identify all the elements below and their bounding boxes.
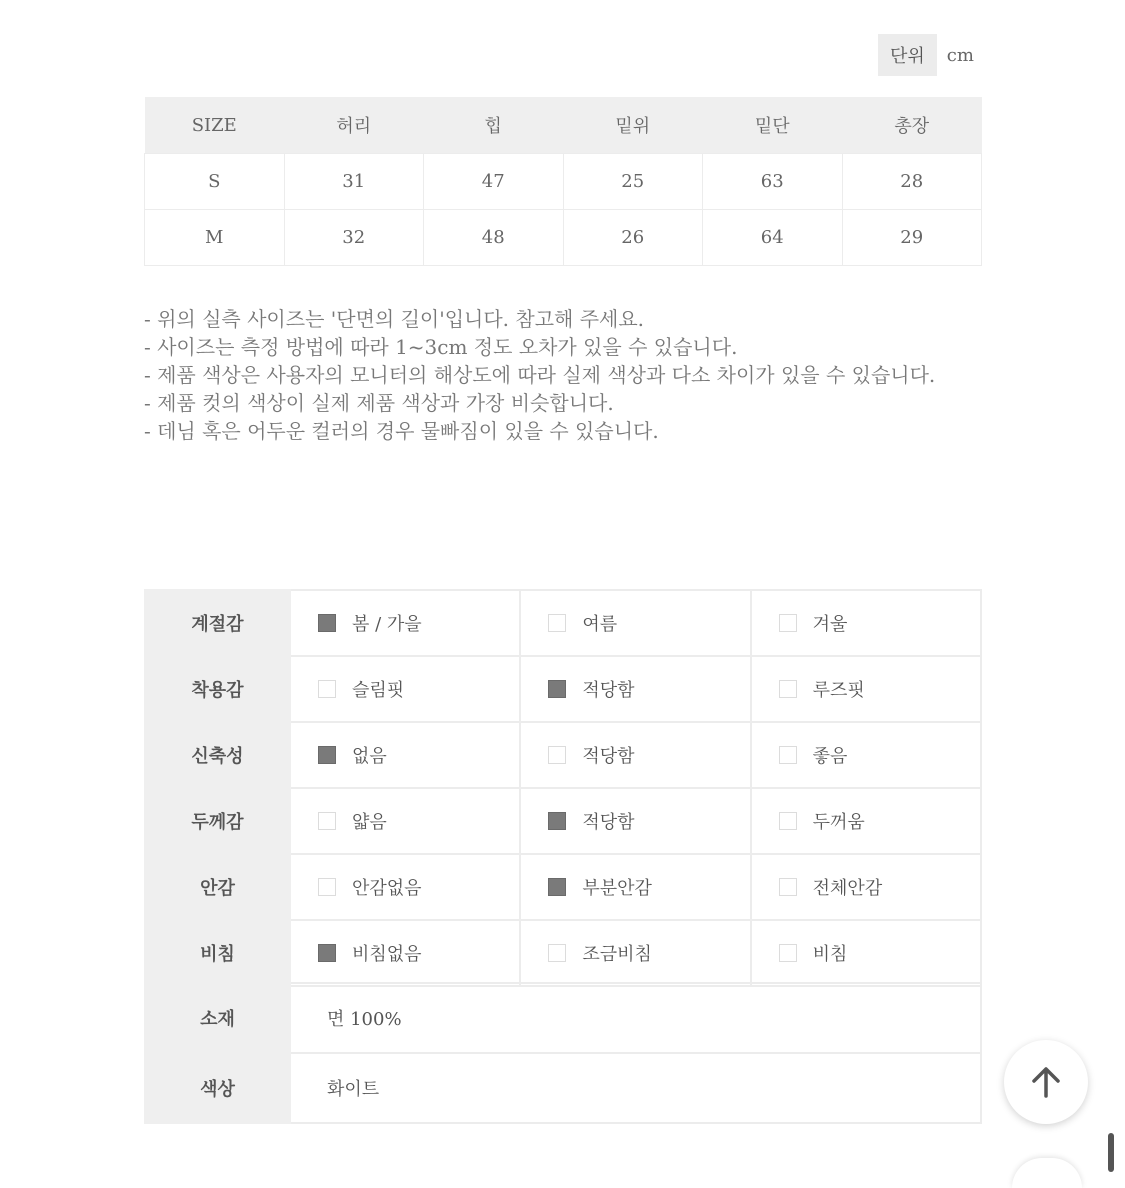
checked-box-icon xyxy=(318,614,336,632)
note-line: - 사이즈는 측정 방법에 따라 1~3cm 정도 오차가 있을 수 있습니다. xyxy=(144,335,738,359)
attribute-option-cell xyxy=(290,590,520,656)
note-line: - 제품 컷의 색상이 실제 제품 색상과 가장 비슷합니다. xyxy=(144,391,614,415)
attribute-option xyxy=(753,610,979,636)
attribute-option xyxy=(753,940,979,966)
option-label: 적당함 xyxy=(582,812,635,833)
option-label: 없음 xyxy=(352,746,387,767)
attribute-option xyxy=(522,940,748,966)
hip-header: 힙 xyxy=(424,97,564,154)
table-row xyxy=(145,1053,981,1123)
unchecked-box-icon xyxy=(548,746,566,764)
unchecked-box-icon xyxy=(548,614,566,632)
size-notes xyxy=(144,305,979,445)
arrow-up-icon xyxy=(1026,1062,1066,1102)
color-label: 색상 xyxy=(145,1053,290,1123)
attribute-option xyxy=(522,808,748,834)
table-cell: 26 xyxy=(563,210,703,266)
material-table xyxy=(144,982,982,1124)
table-row xyxy=(145,788,981,854)
table-row xyxy=(145,854,981,920)
unchecked-box-icon xyxy=(779,812,797,830)
attribute-option-cell xyxy=(520,920,750,986)
option-label: 부분안감 xyxy=(582,878,652,899)
floating-button-partial[interactable] xyxy=(1012,1158,1082,1188)
attribute-option-cell xyxy=(520,788,750,854)
unchecked-box-icon xyxy=(779,614,797,632)
attribute-option xyxy=(292,610,518,636)
unchecked-box-icon xyxy=(779,878,797,896)
option-label: 전체안감 xyxy=(812,878,883,899)
note-line: - 제품 색상은 사용자의 모니터의 해상도에 따라 실제 색상과 다소 차이가 있을 수 있습니다. xyxy=(144,363,936,387)
attribute-option-cell xyxy=(290,656,520,722)
table-cell: M xyxy=(145,210,285,266)
attribute-option-cell xyxy=(751,920,981,986)
option-label: 얇음 xyxy=(352,812,387,833)
attribute-option xyxy=(522,676,748,702)
rise-header: 밑위 xyxy=(563,97,703,154)
unchecked-box-icon xyxy=(318,878,336,896)
checked-box-icon xyxy=(548,680,566,698)
attribute-option xyxy=(753,676,979,702)
unchecked-box-icon xyxy=(779,680,797,698)
option-label: 적당함 xyxy=(582,746,635,767)
table-row xyxy=(145,656,981,722)
attribute-label: 착용감 xyxy=(145,656,290,722)
table-row xyxy=(145,154,982,210)
unchecked-box-icon xyxy=(548,944,566,962)
attribute-option xyxy=(292,808,518,834)
size-table xyxy=(144,97,982,266)
attribute-option-cell xyxy=(751,722,981,788)
table-cell: 48 xyxy=(424,210,564,266)
attribute-option-cell xyxy=(290,722,520,788)
option-label: 비침없음 xyxy=(352,944,422,965)
attribute-label: 안감 xyxy=(145,854,290,920)
attribute-option-cell xyxy=(290,788,520,854)
attribute-label: 계절감 xyxy=(145,590,290,656)
length-header: 총장 xyxy=(842,97,982,154)
option-label: 좋음 xyxy=(812,746,848,767)
option-label: 봄 / 가을 xyxy=(352,614,422,635)
table-row xyxy=(145,210,982,266)
attribute-option-cell xyxy=(520,722,750,788)
attribute-option-cell xyxy=(751,788,981,854)
material-label: 소재 xyxy=(145,983,290,1053)
table-row xyxy=(145,920,981,986)
attribute-option-cell xyxy=(290,920,520,986)
scroll-top-button[interactable] xyxy=(1004,1040,1088,1124)
option-label: 두꺼움 xyxy=(812,812,865,833)
attribute-option xyxy=(292,676,518,702)
attribute-option-cell xyxy=(520,590,750,656)
attribute-label: 두께감 xyxy=(145,788,290,854)
unit-indicator xyxy=(878,34,974,76)
waist-header: 허리 xyxy=(284,97,424,154)
attributes-table xyxy=(144,589,982,987)
attribute-option xyxy=(753,874,979,900)
checked-box-icon xyxy=(548,812,566,830)
attribute-option xyxy=(522,742,748,768)
attribute-option-cell xyxy=(751,854,981,920)
table-cell: 63 xyxy=(703,154,843,210)
attribute-option-cell xyxy=(751,656,981,722)
color-value: 화이트 xyxy=(290,1053,981,1123)
unchecked-box-icon xyxy=(779,944,797,962)
attribute-option xyxy=(753,808,979,834)
table-row xyxy=(145,722,981,788)
scrollbar[interactable] xyxy=(1108,1133,1114,1172)
option-label: 겨울 xyxy=(812,614,848,635)
size-table-header-row xyxy=(145,97,982,154)
table-cell: 31 xyxy=(284,154,424,210)
attribute-option-cell xyxy=(520,656,750,722)
table-cell: 32 xyxy=(284,210,424,266)
hem-header: 밑단 xyxy=(703,97,843,154)
note-line: - 위의 실측 사이즈는 '단면의 길이'입니다. 참고해 주세요. xyxy=(144,307,645,331)
attribute-option xyxy=(292,940,518,966)
note-line: - 데님 혹은 어두운 컬러의 경우 물빠짐이 있을 수 있습니다. xyxy=(144,419,659,443)
attribute-option xyxy=(522,610,748,636)
option-label: 여름 xyxy=(582,614,618,635)
checked-box-icon xyxy=(318,944,336,962)
attribute-option-cell xyxy=(520,854,750,920)
unchecked-box-icon xyxy=(318,680,336,698)
unit-label: 단위 xyxy=(878,34,937,76)
table-row xyxy=(145,983,981,1053)
table-row xyxy=(145,590,981,656)
option-label: 적당함 xyxy=(582,680,635,701)
attribute-option-cell xyxy=(290,854,520,920)
attribute-label: 신축성 xyxy=(145,722,290,788)
size-header: SIZE xyxy=(145,97,285,154)
checked-box-icon xyxy=(548,878,566,896)
option-label: 안감없음 xyxy=(352,878,422,899)
table-cell: 25 xyxy=(563,154,703,210)
option-label: 비침 xyxy=(812,944,848,965)
attribute-option xyxy=(753,742,979,768)
attribute-option-cell xyxy=(751,590,981,656)
attribute-option xyxy=(522,874,748,900)
checked-box-icon xyxy=(318,746,336,764)
table-cell: S xyxy=(145,154,285,210)
attribute-option xyxy=(292,742,518,768)
attribute-option xyxy=(292,874,518,900)
option-label: 조금비침 xyxy=(582,944,652,965)
attribute-label: 비침 xyxy=(145,920,290,986)
table-cell: 47 xyxy=(424,154,564,210)
unchecked-box-icon xyxy=(318,812,336,830)
option-label: 루즈핏 xyxy=(812,680,865,701)
table-cell: 64 xyxy=(703,210,843,266)
table-cell: 28 xyxy=(842,154,982,210)
option-label: 슬림핏 xyxy=(352,680,405,701)
material-value: 면 100% xyxy=(290,983,981,1053)
unit-value: cm xyxy=(946,44,974,66)
table-cell: 29 xyxy=(842,210,982,266)
unchecked-box-icon xyxy=(779,746,797,764)
